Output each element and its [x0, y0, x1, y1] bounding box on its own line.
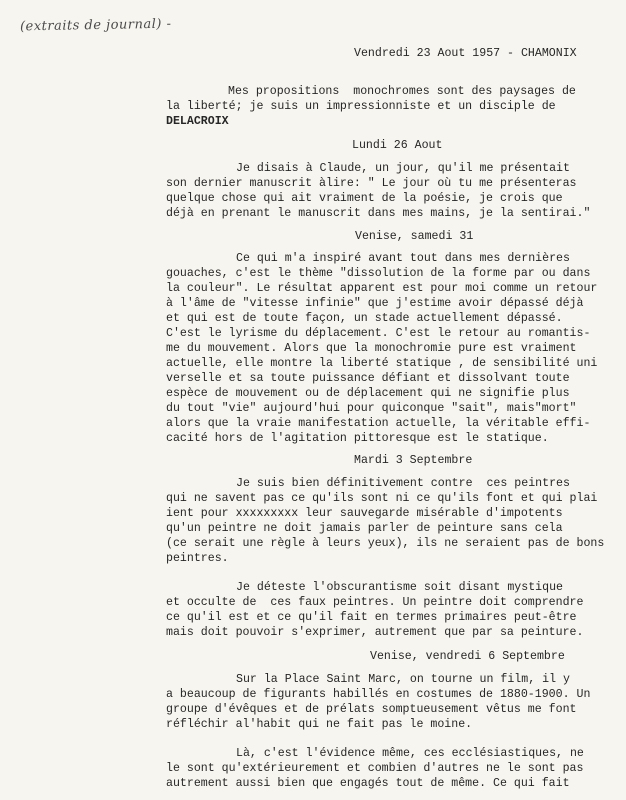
header-date: Vendredi 23 Aout 1957 - CHAMONIX — [354, 47, 577, 60]
text-line: Sur la Place Saint Marc, on tourne un film, il y — [236, 673, 570, 686]
text-line: et occulte de ces faux peintres. Un peintre doit comprendre — [166, 596, 584, 609]
text-line: Je disais à Claude, un jour, qu'il me présentait — [236, 162, 570, 175]
text-line: Mes propositions monochromes sont des paysages de — [228, 85, 576, 98]
text-line: à l'âme de "vitesse infinie" que j'estime avoir dépassé déjà — [166, 297, 584, 310]
text-line: DELACROIX — [166, 115, 229, 128]
handwritten-note: (extraits de journal) - — [19, 16, 172, 35]
entry-heading: Venise, samedi 31 — [355, 230, 474, 243]
text-line: alors que la vraie manifestation actuelle, la véritable effi- — [166, 417, 591, 430]
entry-heading: Lundi 26 Aout — [352, 139, 443, 152]
text-line: ce qu'il est et ce qu'il fait en termes primaires peut-être — [166, 611, 577, 624]
text-line: qui ne savent pas ce qu'ils sont ni ce qu'ils font et qui plai — [166, 492, 598, 505]
text-line: et qui est de toute façon, un stade actuellement dépassé. — [166, 312, 563, 325]
text-line: le sont qu'extérieurement et combien d'autres ne le sont pas — [166, 762, 584, 775]
text-line: du tout "vie" aujourd'hui pour quiconque "sait", mais"mort" — [166, 402, 577, 415]
text-line: Ce qui m'a inspiré avant tout dans mes dernières — [236, 252, 570, 265]
text-line: me du mouvement. Alors que la monochromie pure est vraiment — [166, 342, 577, 355]
text-line: mais doit pouvoir s'exprimer, autrement que par sa peinture. — [166, 626, 584, 639]
text-line: Je déteste l'obscurantisme soit disant mystique — [236, 581, 563, 594]
entry-heading: Venise, vendredi 6 Septembre — [370, 650, 565, 663]
text-line: son dernier manuscrit àlire: " Le jour où tu me présenteras — [166, 177, 577, 190]
text-line: la couleur". Le résultat apparent est pour moi comme un retour — [166, 282, 598, 295]
text-line: (ce serait une règle à leurs yeux), ils ne seraient pas de bons — [166, 537, 605, 550]
text-line: actuelle, elle montre la liberté statique , de sensibilité uni — [166, 357, 598, 370]
text-line: Je suis bien définitivement contre ces peintres — [236, 477, 570, 490]
text-line: espèce de mouvement ou de déplacement qui ne signifie plus — [166, 387, 570, 400]
text-line: verselle et sa toute puissance défiant et dissolvant toute — [166, 372, 570, 385]
text-line: ient pour xxxxxxxxx leur sauvegarde misérable d'impotents — [166, 507, 563, 520]
text-line: autrement aussi bien que engagés tout de même. Ce qui fait — [166, 777, 570, 790]
text-line: peintres. — [166, 552, 229, 565]
text-line: déjà en prenant le manuscrit dans mes mains, je la sentirai." — [166, 207, 591, 220]
text-line: qu'un peintre ne doit jamais parler de peinture sans cela — [166, 522, 563, 535]
text-line: C'est le lyrisme du déplacement. C'est le retour au romantis- — [166, 327, 591, 340]
text-line: réfléchir al'habit qui ne fait pas le moine. — [166, 718, 473, 731]
text-line: Là, c'est l'évidence même, ces ecclésiastiques, ne — [236, 747, 584, 760]
text-line: la liberté; je suis un impressionniste et un disciple de — [166, 100, 556, 113]
entry-heading: Mardi 3 Septembre — [354, 454, 473, 467]
text-line: gouaches, c'est le thème "dissolution de la forme par ou dans — [166, 267, 591, 280]
text-line: a beaucoup de figurants habillés en costumes de 1880-1900. Un — [166, 688, 591, 701]
text-line: quelque chose qui ait vraiment de la poésie, je crois que — [166, 192, 563, 205]
text-line: cacité hors de l'agitation pittoresque est le statique. — [166, 432, 549, 445]
text-line: groupe d'évêques et de prélats somptueusement vêtus me font — [166, 703, 577, 716]
